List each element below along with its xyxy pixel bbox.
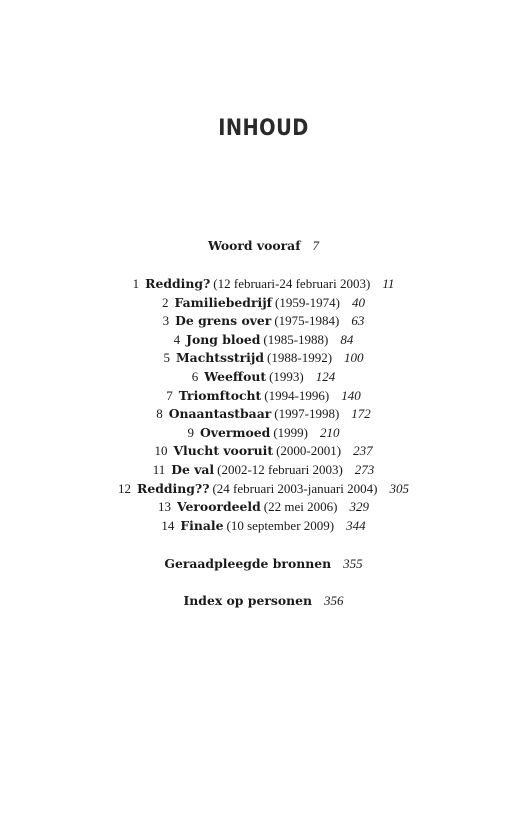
chapter-number: 8 (156, 406, 163, 422)
chapter-dates: (1988-1992) (267, 350, 333, 366)
chapter-page: 210 (320, 424, 340, 440)
toc-entry-chapter (0, 424, 527, 442)
chapter-dates: (2002-12 februari 2003) (217, 462, 343, 477)
chapter-title: Machtsstrijd (175, 350, 265, 366)
toc-entry-chapter (0, 480, 527, 498)
toc-entry-chapter (0, 387, 527, 405)
chapter-dates: (1999) (273, 424, 308, 440)
entry-name: Index op personen (183, 593, 312, 608)
entry-page: 355 (343, 556, 363, 571)
chapter-number: 7 (166, 387, 173, 403)
chapter-number: 5 (163, 350, 170, 366)
toc-entry-chapter (0, 294, 527, 312)
chapter-page: 124 (315, 369, 336, 384)
chapter-number: 11 (152, 462, 166, 477)
chapter-number: 3 (162, 313, 170, 329)
chapter-page: 84 (340, 331, 354, 347)
chapter-title: Weeffout (204, 369, 267, 384)
chapter-page: 63 (351, 313, 365, 329)
chapter-title: Familiebedrijf (174, 294, 273, 310)
chapter-number: 12 (118, 480, 132, 496)
chapter-title: Jong bloed (186, 331, 261, 347)
chapter-dates: (2000-2001) (276, 443, 342, 459)
toc-entry-chapter (0, 368, 527, 386)
chapter-page: 100 (344, 350, 364, 366)
toc-entry-chapter (0, 349, 527, 367)
toc-entry-index (0, 592, 527, 610)
toc-entry-chapter (0, 405, 527, 423)
chapter-dates: (1959-1974) (275, 294, 341, 310)
chapter-number: 6 (191, 369, 199, 384)
chapter-dates: (10 september 2009) (226, 517, 335, 533)
chapter-number: 10 (154, 443, 168, 459)
chapter-title: Veroordeeld (177, 499, 261, 515)
chapter-page: 140 (341, 387, 361, 403)
chapter-title: De val (171, 462, 215, 477)
entry-name: Woord vooraf (207, 238, 301, 253)
chapter-dates: (22 mei 2006) (263, 499, 338, 515)
chapter-number: 9 (187, 424, 194, 440)
toc-entry-chapter (0, 312, 527, 330)
toc-entry-chapter (0, 442, 527, 460)
chapter-page: 329 (349, 499, 369, 515)
toc-entry-chapter (0, 331, 527, 349)
toc-entry-chapter (0, 461, 527, 479)
chapter-dates: (12 februari-24 februari 2003) (213, 276, 371, 291)
chapter-number: 1 (132, 276, 140, 291)
toc-entry-chapter (0, 517, 527, 535)
chapter-number: 13 (158, 499, 172, 515)
toc-entry-foreword (0, 237, 527, 255)
chapter-dates: (1994-1996) (264, 387, 330, 403)
chapter-dates: (1997-1998) (274, 406, 340, 422)
chapter-title: Vlucht vooruit (173, 443, 274, 459)
entry-page: 356 (324, 593, 344, 608)
chapter-title: Redding?? (137, 480, 210, 496)
chapter-page: 40 (352, 294, 366, 310)
chapter-page: 172 (351, 406, 371, 422)
chapter-title: Triomftocht (178, 387, 262, 403)
chapter-dates: (1993) (269, 369, 304, 384)
entry-page: 7 (312, 238, 320, 253)
chapter-title: Redding? (145, 276, 211, 291)
chapter-page: 11 (382, 276, 395, 291)
chapter-number: 14 (161, 517, 175, 533)
toc-entry-chapter (0, 498, 527, 516)
chapter-dates: (1975-1984) (274, 313, 340, 329)
chapter-number: 2 (161, 294, 169, 310)
page-title: INHOUD (218, 116, 309, 141)
chapter-page: 237 (353, 443, 373, 459)
chapter-number: 4 (173, 331, 181, 347)
toc-entry-sources (0, 555, 527, 573)
chapter-page: 305 (389, 480, 409, 496)
chapter-dates: (24 februari 2003-januari 2004) (212, 480, 378, 496)
chapter-page: 344 (346, 517, 366, 533)
chapter-title: Onaantastbaar (168, 406, 272, 422)
chapter-title: De grens over (175, 313, 272, 329)
chapter-dates: (1985-1988) (263, 331, 329, 347)
chapter-title: Overmoed (200, 424, 271, 440)
entry-name: Geraadpleegde bronnen (164, 556, 332, 571)
chapter-title: Finale (180, 517, 224, 533)
chapter-page: 273 (354, 462, 375, 477)
toc-entry-chapter (0, 275, 527, 293)
